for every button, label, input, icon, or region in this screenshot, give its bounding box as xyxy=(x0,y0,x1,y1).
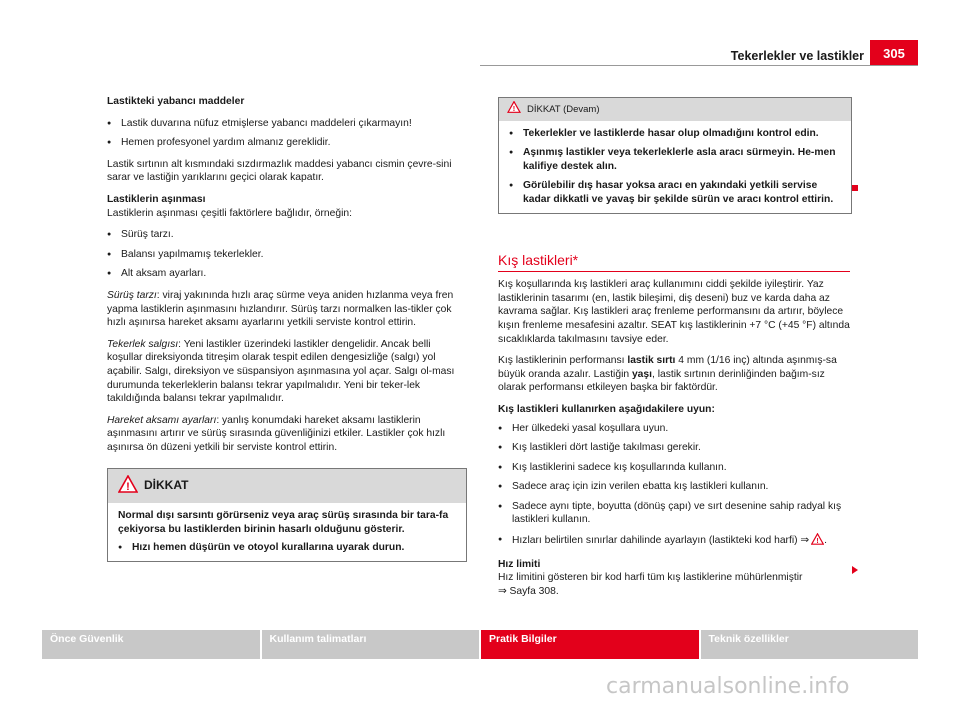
svg-text:!: ! xyxy=(512,104,516,113)
rules-heading: Kış lastikleri kullanırken aşağıdakilere uyun: xyxy=(498,403,715,415)
wobble-text: : Yeni lastikler üzerindeki lastikler dengelidir. Ancak belli koşullar direksiyonda titreşim olarak tespit edilen dengesizliğe (salgı) yol açabilir. Salgı, direksiyon ve süspansiyon aşınmasına yol açar. Salgı ol-ması durumunda tekerleklerin balansı tekrar yapılmalıdır. Yeni bir teker-lek takıldığında balansı tekrar yapılmalıdır. xyxy=(107,338,455,405)
list-item: ● Kış lastikleri dört lastiğe takılması gerekir. xyxy=(498,441,852,455)
footer-tab-practical[interactable]: Pratik Bilgiler xyxy=(481,630,699,659)
left-column xyxy=(107,95,467,562)
header-rule xyxy=(480,65,918,66)
speed-page-ref[interactable]: ⇒ Sayfa 308. xyxy=(498,585,559,597)
chassis-text: : yanlış konumdaki hareket aksamı lastiklerin aşınmasını artırır ve sürüş sırasında güvenliğinizi etkiler. Lastikler çok hızlı aşınırsa ön düzeni yetkili bir serviste kontrol ettirin. xyxy=(107,414,446,453)
svg-text:!: ! xyxy=(816,536,819,545)
perf-text-e: , lastik sırtının derinliğinden bağım-sız olarak performansı etkileyen başka bir faktördür. xyxy=(498,368,825,394)
warning-header xyxy=(108,469,466,503)
section-end-marker xyxy=(852,185,858,191)
footer-nav xyxy=(42,630,918,659)
warning-cont-title: DİKKAT (Devam) xyxy=(527,103,600,115)
footer-tab-technical[interactable]: Teknik özellikler xyxy=(701,630,919,659)
warning-body xyxy=(108,503,466,561)
list-item: ● Alt aksam ayarları. xyxy=(107,267,467,281)
list-item: ● Kış lastiklerini sadece kış koşullarında kullanın. xyxy=(498,461,852,475)
speed-heading: Hız limiti xyxy=(498,558,541,570)
warning-cont-header xyxy=(499,98,851,121)
list-item: ● Hızı hemen düşürün ve otoyol kurallarına uyarak durun. xyxy=(118,541,456,555)
perf-term-age: yaşı xyxy=(631,368,652,380)
list-item: ● Tekerlekler ve lastiklerde hasar olup olmadığını kontrol edin. xyxy=(509,127,841,141)
wobble-paragraph xyxy=(107,338,467,406)
intro-paragraph: Kış koşullarında kış lastikleri araç kullanımını ciddi şekilde iyileştirir. Yaz lastiklerinin tasarımı (en, lastik bileşimi, diş deseni) buz ve karda daha az kavrama sağlar. Kış lastikleri araç frenleme performansını da artırır, böylece kışın frenleme mesafesini azaltır. SEAT kış lastiklerinin +7 °C (+45 °F) altında sıcaklıklarda takılmasını tavsiye eder. xyxy=(498,279,850,345)
foreign-text: Lastik sırtının alt kısmındaki sızdırmazlık maddesi yabancı cismin çevre-sini sarar ve lastiğin yarıklarını geçici olarak kapatır. xyxy=(107,158,452,184)
speed-text: Hız limitini gösteren bir kod harfi tüm kış lastiklerine mühürlenmiştir xyxy=(498,572,803,584)
list-item: ● Her ülkedeki yasal koşullara uyun. xyxy=(498,422,852,436)
wobble-term: Tekerlek salgısı xyxy=(107,338,179,350)
warning-title: DİKKAT xyxy=(144,478,189,493)
warning-triangle-icon xyxy=(118,475,138,497)
wear-intro: Lastiklerin aşınması çeşitli faktörlere bağlıdır, örneğin: xyxy=(107,207,352,219)
list-item: ● Sadece araç için izin verilen ebatta kış lastikleri kullanın. xyxy=(498,480,852,494)
warning-cont-body xyxy=(499,121,851,213)
right-column xyxy=(498,97,852,598)
watermark: carmanualsonline.info xyxy=(606,674,850,699)
performance-paragraph xyxy=(498,354,852,395)
warning-text: Normal dışı sarsıntı görürseniz veya araç sürüş sırasında bir tara-fa çekiyorsa bu lastiklerden birinin hasarlı olduğunu gösterir. xyxy=(118,510,449,535)
list-item: ● Aşınmış lastikler veya tekerleklerle asla aracı sürmeyin. He-men kalifiye destek alın. xyxy=(509,146,841,173)
list-item: ● Balansı yapılmamış tekerlekler. xyxy=(107,248,467,262)
driving-term: Sürüş tarzı xyxy=(107,289,157,301)
svg-text:!: ! xyxy=(126,481,130,494)
wear-heading: Lastiklerin aşınması xyxy=(107,193,206,205)
chassis-term: Hareket aksamı ayarları xyxy=(107,414,217,426)
continue-arrow-icon xyxy=(852,566,858,574)
driving-paragraph xyxy=(107,289,467,330)
warning-cont-box xyxy=(498,97,852,214)
page-number: 305 xyxy=(870,40,918,65)
driving-text: : viraj yakınında hızlı araç sürme veya aniden hızlanma veya fren yapma lastiklerin aşınmasını hızlandırır. Sürüş tarzı normalken las-tikler çok hızlı aşınırsa hareket aksamı ayarlarını yetkili serviste kontrol ettirin. xyxy=(107,289,454,329)
foreign-heading: Lastikteki yabancı maddeler xyxy=(107,96,245,107)
list-item: ● Sadece aynı tipte, boyutta (dönüş çapı) ve sırt desenine sahip radyal kış lastikleri kullanın. xyxy=(498,500,852,527)
footer-tab-operation[interactable]: Kullanım talimatları xyxy=(262,630,480,659)
perf-text-a: Kış lastiklerinin performansı xyxy=(498,355,628,367)
list-item: ● Lastik duvarına nüfuz etmişlerse yabancı maddeleri çıkarmayın! xyxy=(107,117,467,131)
list-item: ● Görülebilir dış hasar yoksa aracı en yakındaki yetkili servise kadar dikkatli ve yavaş bir şekilde sürün ve aracı kontrol ettirin. xyxy=(509,179,841,206)
section-title: Kış lastikleri* xyxy=(498,254,850,273)
header-title: Tekerlekler ve lastikler xyxy=(730,49,864,63)
list-item: ● Hemen profesyonel yardım almanız gereklidir. xyxy=(107,136,467,150)
warning-triangle-icon[interactable] xyxy=(811,533,824,550)
warning-box xyxy=(107,468,467,561)
warning-triangle-icon xyxy=(507,101,521,118)
list-item: ● Hızları belirtilen sınırlar dahilinde ayarlayın (lastikteki kod harfi) ⇒ ! . xyxy=(498,533,852,550)
footer-tab-safety[interactable]: Önce Güvenlik xyxy=(42,630,260,659)
perf-term-tread: lastik sırtı xyxy=(627,355,676,367)
perf-text-c: 4 mm (1/16 inç) altında aşınmış-sa büyük oranda azalır. Lastiğin xyxy=(498,355,837,380)
list-item: ● Sürüş tarzı. xyxy=(107,228,467,242)
chassis-paragraph xyxy=(107,414,467,455)
speed-rule-text: Hızları belirtilen sınırlar dahilinde ayarlayın (lastikteki kod harfi) ⇒ xyxy=(512,535,810,547)
